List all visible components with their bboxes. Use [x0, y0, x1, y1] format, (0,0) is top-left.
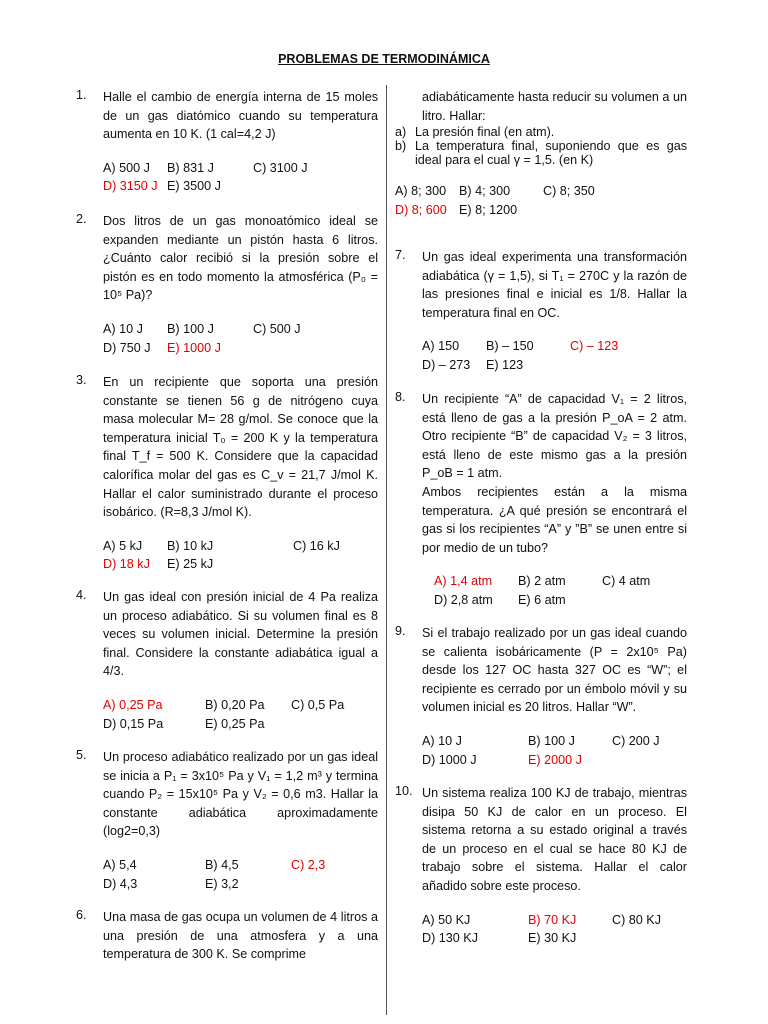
problem-number: 3.	[76, 373, 87, 387]
option-a-correct: A) 0,25 Pa	[103, 697, 163, 712]
option-e-correct: E) 2000 J	[528, 752, 582, 767]
option-d: D) 750 J	[103, 340, 151, 355]
options	[103, 320, 378, 357]
option-d: D) 2,8 atm	[434, 592, 493, 607]
option-c: C) 3100 J	[253, 160, 308, 175]
problem-3	[76, 373, 378, 574]
option-e: E) 3,2	[205, 876, 239, 891]
option-c-correct: C) 2,3	[291, 857, 326, 872]
option-a: A) 150	[422, 339, 460, 354]
sub-question-a	[395, 125, 687, 139]
option-b: B) 100 J	[528, 733, 575, 748]
option-b: B) 4,5	[205, 857, 239, 872]
option-a: A) 8; 300	[395, 184, 447, 199]
problem-2	[76, 212, 378, 357]
problem-text: Halle el cambio de energía interna de 15 moles de un gas diatómico cuando su temperatura aumenta en 10 K. (1 cal=4,2 J)	[103, 90, 378, 142]
option-b: B) 4; 300	[459, 184, 511, 199]
options	[422, 337, 687, 374]
option-e: E) 8; 1200	[459, 202, 518, 217]
option-b-correct: B) 70 KJ	[528, 912, 577, 927]
option-e: E) 25 kJ	[167, 557, 214, 572]
sub-question-b	[395, 139, 687, 167]
problem-7	[395, 248, 687, 375]
option-c: C) 16 kJ	[293, 538, 340, 553]
problem-number: 2.	[76, 212, 87, 226]
option-e: E) 0,25 Pa	[205, 716, 265, 731]
problem-number: 7.	[395, 248, 406, 262]
options	[422, 911, 687, 948]
problem-number: 10.	[395, 784, 413, 798]
option-b: B) 0,20 Pa	[205, 697, 265, 712]
sub-label: a)	[395, 125, 407, 140]
problem-number: 8.	[395, 390, 406, 404]
problem-text: En un recipiente que soporta una presión constante se tienen 56 g de nitrógeno cuya masa molecular M= 28 g/mol. Se conoce que la temperatura inicial T₀ = 200 K y la temperatura final T_f = 500 K. Considere que la capacidad calorífica molar del gas es C_v = 21,7 J/mol K. Hallar el calor suministrado durante el proceso isobárico. (R=8,3 J/mol K).	[103, 375, 378, 520]
options	[103, 696, 378, 733]
option-d: D) 130 KJ	[422, 931, 478, 946]
option-a-correct: A) 1,4 atm	[434, 574, 493, 589]
options	[395, 182, 687, 219]
sub-questions	[395, 125, 687, 167]
options	[103, 537, 378, 574]
option-d-correct: D) 3150 J	[103, 179, 158, 194]
option-c: C) 500 J	[253, 321, 301, 336]
problem-text: Una masa de gas ocupa un volumen de 4 litros a una presión de una atmosfera y a una temperatura de 300 K. Se comprime	[103, 910, 378, 962]
option-d: D) 0,15 Pa	[103, 716, 164, 731]
sub-text: La presión final (en atm).	[415, 125, 555, 140]
problem-8	[395, 390, 687, 610]
option-a: A) 500 J	[103, 160, 150, 175]
option-a: A) 50 KJ	[422, 912, 471, 927]
option-c: C) 8; 350	[543, 184, 595, 199]
problem-text: Un sistema realiza 100 KJ de trabajo, mientras disipa 50 KJ de calor en un proceso. El sistema retorna a su estado original a través de un proceso en el cual se hace 80 KJ de trabajo sobre el sistema. Hallar el calor añadido sobre este proceso.	[422, 786, 687, 893]
column-divider	[386, 85, 387, 1015]
options	[103, 856, 378, 893]
problem-text: Un recipiente “A” de capacidad V₁ = 2 litros, está lleno de gas a la presión P_oA = 2 atm. Otro recipiente “B” de capacidad V₂ = 3 litros, está lleno de este mismo gas a la presión P_oB = 1 atm.	[422, 392, 687, 481]
problem-number: 1.	[76, 88, 87, 102]
problem-6-continued	[395, 88, 687, 219]
problem-text-2: Ambos recipientes están a la misma temperatura. ¿A qué presión se encontrará el gas si los recipientes “A” y ”B” se unen entre si por medio de un tubo?	[422, 484, 687, 555]
option-c: C) 4 atm	[602, 574, 651, 589]
problem-text: Dos litros de un gas monoatómico ideal se expanden mediante un pistón hasta 6 litros. ¿Cuánto calor recibió si la presión sobre el pistón es en todo momento la atmosférica (P₀ = 10⁵ Pa)?	[103, 214, 378, 303]
problem-text: Un proceso adiabático realizado por un gas ideal se inicia a P₁ = 3x10⁵ Pa y V₁ = 1,2 m³ y termina cuando P₂ = 15x10⁵ Pa y V₂ = 0,6 m3. Hallar la constante adiabática aproximadamente (log2=0,3)	[103, 750, 378, 839]
option-a: A) 5 kJ	[103, 538, 143, 553]
option-e: E) 3500 J	[167, 179, 221, 194]
problem-9	[395, 624, 687, 769]
problem-4	[76, 588, 378, 733]
option-b: B) 2 atm	[518, 574, 566, 589]
problem-6	[76, 908, 378, 964]
option-d: D) – 273	[422, 357, 471, 372]
problem-text: Un gas ideal experimenta una transformación adiabática (γ = 1,5), si T₁ = 270C y la razón de las presiones final e inicial es 1/8. Hallar la temperatura final en OC.	[422, 250, 687, 320]
option-b: B) – 150	[486, 339, 534, 354]
problem-number: 6.	[76, 908, 87, 922]
option-b: B) 10 kJ	[167, 538, 214, 553]
option-e-correct: E) 1000 J	[167, 340, 221, 355]
option-a: A) 10 J	[103, 321, 143, 336]
problem-number: 4.	[76, 588, 87, 602]
option-e: E) 123	[486, 357, 524, 372]
problem-text: Un gas ideal con presión inicial de 4 Pa realiza un proceso adiabático. Si su volumen final es 8 veces su volumen inicial. Determine la presión final. Considere la constante adiabática igual a 4/3.	[103, 590, 378, 679]
problem-number: 9.	[395, 624, 406, 638]
option-e: E) 30 KJ	[528, 931, 577, 946]
problem-number: 5.	[76, 748, 87, 762]
sub-text: La temperatura final, suponiendo que es gas ideal para el cual γ = 1,5. (en K)	[415, 139, 687, 168]
problem-10	[395, 784, 687, 948]
problem-text: Si el trabajo realizado por un gas ideal cuando se calienta isobáricamente (P = 2x10⁵ Pa) desde los 127 OC hasta 327 OC es “W”; el recipiente es cerrado por un émbolo móvil y su volumen inicial es 20 litros. Hallar “W”.	[422, 626, 687, 715]
option-a: A) 5,4	[103, 857, 137, 872]
problem-1	[76, 88, 378, 196]
option-d: D) 4,3	[103, 876, 138, 891]
problem-text-continued: adiabáticamente hasta reducir su volumen a un litro. Hallar:	[422, 90, 687, 123]
option-a: A) 10 J	[422, 733, 462, 748]
options	[422, 732, 687, 769]
page-title: PROBLEMAS DE TERMODINÁMICA	[278, 52, 490, 66]
option-b: B) 831 J	[167, 160, 214, 175]
option-c: C) 200 J	[612, 733, 660, 748]
sub-label: b)	[395, 139, 407, 154]
option-c: C) 0,5 Pa	[291, 697, 345, 712]
option-d-correct: D) 18 kJ	[103, 557, 150, 572]
option-b: B) 100 J	[167, 321, 214, 336]
options	[103, 159, 378, 196]
option-e: E) 6 atm	[518, 592, 566, 607]
option-c-correct: C) – 123	[570, 339, 619, 354]
option-d-correct: D) 8; 600	[395, 202, 447, 217]
options	[434, 572, 687, 609]
option-d: D) 1000 J	[422, 752, 477, 767]
option-c: C) 80 KJ	[612, 912, 661, 927]
problem-5	[76, 748, 378, 893]
